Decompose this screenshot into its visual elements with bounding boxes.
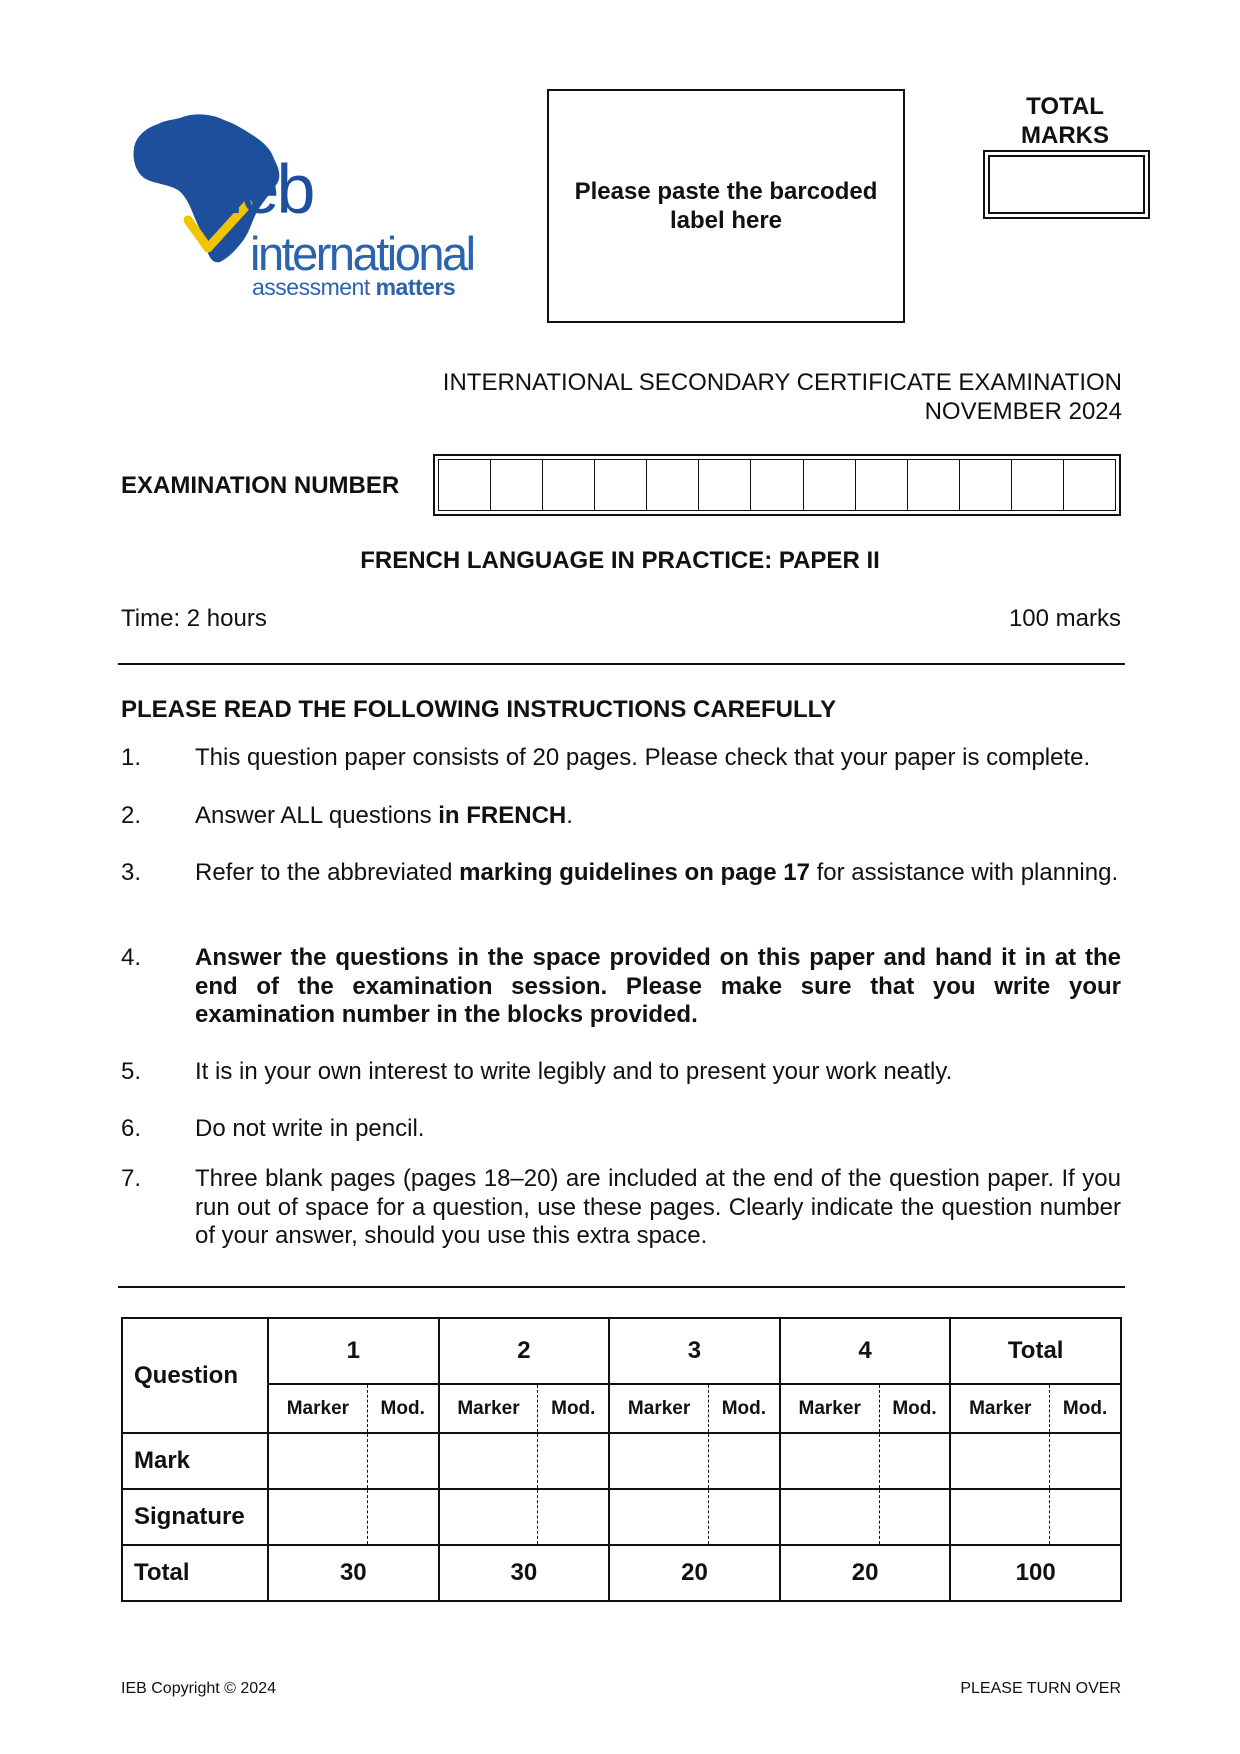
total-marks-inner-box (988, 155, 1145, 214)
barcode-label-box (547, 89, 905, 323)
signature-cell[interactable] (609, 1489, 708, 1545)
instruction-text-part: Answer ALL questions (195, 802, 439, 829)
instruction-item-3 (121, 859, 1121, 888)
instruction-text: Three blank pages (pages 18–20) are included at the end of the question paper. If you run out of space for a question, use these pages. Clearly indicate the question number of your answer, should you use this extra space. (195, 1165, 1121, 1249)
total-label: Total (122, 1545, 268, 1601)
signature-cell[interactable] (780, 1489, 879, 1545)
instruction-text-part: Refer to the abbreviated (195, 859, 460, 886)
mark-cell[interactable] (708, 1433, 779, 1489)
marker-subheader: Marker (609, 1384, 708, 1433)
signature-cell[interactable] (950, 1489, 1049, 1545)
exam-number-label: EXAMINATION NUMBER (121, 472, 400, 499)
total-marks-available: 100 marks (1008, 605, 1121, 632)
mark-cell[interactable] (780, 1433, 879, 1489)
mark-cell[interactable] (538, 1433, 609, 1489)
instruction-number: 7. (121, 1165, 142, 1192)
exam-number-digit-box[interactable] (907, 460, 959, 510)
instruction-text: This question paper consists of 20 pages. Please check that your paper is complete. (195, 744, 1091, 771)
exam-number-digit-box[interactable] (646, 460, 698, 510)
instruction-text: It is in your own interest to write legibly and to present your work neatly. (195, 1058, 953, 1085)
question-1-header: 1 (268, 1318, 439, 1384)
marker-subheader: Marker (268, 1384, 367, 1433)
instruction-text-bold: marking guidelines on page 17 (459, 859, 810, 886)
mark-cell[interactable] (1050, 1433, 1121, 1489)
signature-cell[interactable] (879, 1489, 950, 1545)
signature-cell[interactable] (708, 1489, 779, 1545)
instruction-text (195, 802, 1121, 831)
instruction-item-6 (121, 1115, 1121, 1144)
instruction-text (195, 859, 1121, 888)
divider (118, 1286, 1125, 1288)
total-header: Total (950, 1318, 1121, 1384)
question-1-total: 30 (268, 1545, 439, 1601)
marker-subheader: Marker (950, 1384, 1049, 1433)
logo-tagline-normal: assessment (252, 274, 376, 300)
footer-turn-over: PLEASE TURN OVER (960, 1680, 1121, 1697)
mark-cell[interactable] (950, 1433, 1049, 1489)
signature-cell[interactable] (538, 1489, 609, 1545)
instruction-text-part: for assistance with planning. (809, 859, 1119, 886)
total-row (122, 1545, 1121, 1601)
instruction-number: 4. (121, 944, 142, 971)
mark-cell[interactable] (367, 1433, 438, 1489)
mark-label: Mark (122, 1433, 268, 1489)
total-marks-box[interactable] (983, 150, 1150, 219)
signature-cell[interactable] (1050, 1489, 1121, 1545)
mod-subheader: Mod. (1050, 1384, 1121, 1433)
exam-number-box-row (438, 459, 1116, 511)
logo-tagline (252, 276, 455, 299)
exam-number-digit-box[interactable] (698, 460, 750, 510)
instruction-item-2 (121, 802, 1121, 831)
total-marks-label (990, 92, 1140, 150)
instruction-item-1 (121, 744, 1121, 773)
footer-copyright: IEB Copyright © 2024 (121, 1680, 276, 1697)
exam-number-digit-box[interactable] (439, 460, 490, 510)
signature-row (122, 1489, 1121, 1545)
mod-subheader: Mod. (708, 1384, 779, 1433)
exam-header-line2: NOVEMBER 2024 (924, 398, 1122, 425)
mod-subheader: Mod. (367, 1384, 438, 1433)
exam-number-digit-box[interactable] (959, 460, 1011, 510)
exam-header-line1: INTERNATIONAL SECONDARY CERTIFICATE EXAMINATION (442, 369, 1122, 396)
instruction-number: 3. (121, 859, 142, 886)
mark-cell[interactable] (879, 1433, 950, 1489)
signature-cell[interactable] (439, 1489, 538, 1545)
instruction-number: 6. (121, 1115, 142, 1142)
paper-title: FRENCH LANGUAGE IN PRACTICE: PAPER II (360, 547, 880, 574)
mod-subheader: Mod. (538, 1384, 609, 1433)
table-header-row (122, 1318, 1121, 1384)
exam-number-digit-box[interactable] (490, 460, 542, 510)
mark-cell[interactable] (439, 1433, 538, 1489)
logo-tagline-bold: matters (375, 274, 456, 300)
mod-subheader: Mod. (879, 1384, 950, 1433)
instruction-number: 5. (121, 1058, 142, 1085)
exam-number-digit-box[interactable] (855, 460, 907, 510)
logo-international-text: international (250, 227, 474, 280)
ieb-logo (132, 108, 492, 308)
grand-total: 100 (950, 1545, 1121, 1601)
exam-number-digit-box[interactable] (542, 460, 594, 510)
table-subheader-row (122, 1384, 1121, 1433)
instruction-item-7 (121, 1165, 1121, 1251)
barcode-label-text: Please paste the barcoded label here (574, 178, 878, 234)
total-marks-line2: MARKS (1021, 122, 1109, 149)
question-2-header: 2 (439, 1318, 610, 1384)
total-marks-line1: TOTAL (1026, 93, 1104, 120)
mark-cell[interactable] (609, 1433, 708, 1489)
instruction-item-4 (121, 944, 1121, 1030)
exam-number-digit-box[interactable] (1011, 460, 1063, 510)
divider (118, 663, 1125, 665)
question-3-total: 20 (609, 1545, 780, 1601)
instruction-text-part: . (566, 802, 573, 829)
signature-label: Signature (122, 1489, 268, 1545)
logo-ieb-text: ieb (228, 150, 313, 228)
question-4-header: 4 (780, 1318, 951, 1384)
marker-subheader: Marker (780, 1384, 879, 1433)
mark-cell[interactable] (268, 1433, 367, 1489)
question-3-header: 3 (609, 1318, 780, 1384)
signature-cell[interactable] (367, 1489, 438, 1545)
instruction-text: Do not write in pencil. (195, 1115, 425, 1142)
exam-number-digit-box[interactable] (1063, 460, 1115, 510)
instructions-title: PLEASE READ THE FOLLOWING INSTRUCTIONS CAREFULLY (121, 696, 837, 723)
instruction-text: Answer the questions in the space provided on this paper and hand it in at the end of the examination session. Please make sure that you write your examination number in the blocks provided. (195, 944, 1121, 1028)
question-label: Question (122, 1318, 268, 1433)
question-4-total: 20 (780, 1545, 951, 1601)
mark-row (122, 1433, 1121, 1489)
time-allowed: Time: 2 hours (121, 605, 267, 632)
instruction-number: 1. (121, 744, 142, 771)
marks-table (121, 1317, 1122, 1602)
instruction-item-5 (121, 1058, 1121, 1087)
exam-header (443, 368, 1122, 426)
exam-number-digit-box[interactable] (594, 460, 646, 510)
signature-cell[interactable] (268, 1489, 367, 1545)
question-2-total: 30 (439, 1545, 610, 1601)
exam-number-boxes (433, 454, 1121, 516)
exam-number-digit-box[interactable] (750, 460, 802, 510)
instruction-text-bold: in FRENCH (438, 802, 567, 829)
marker-subheader: Marker (439, 1384, 538, 1433)
instruction-number: 2. (121, 802, 142, 829)
exam-number-digit-box[interactable] (803, 460, 855, 510)
